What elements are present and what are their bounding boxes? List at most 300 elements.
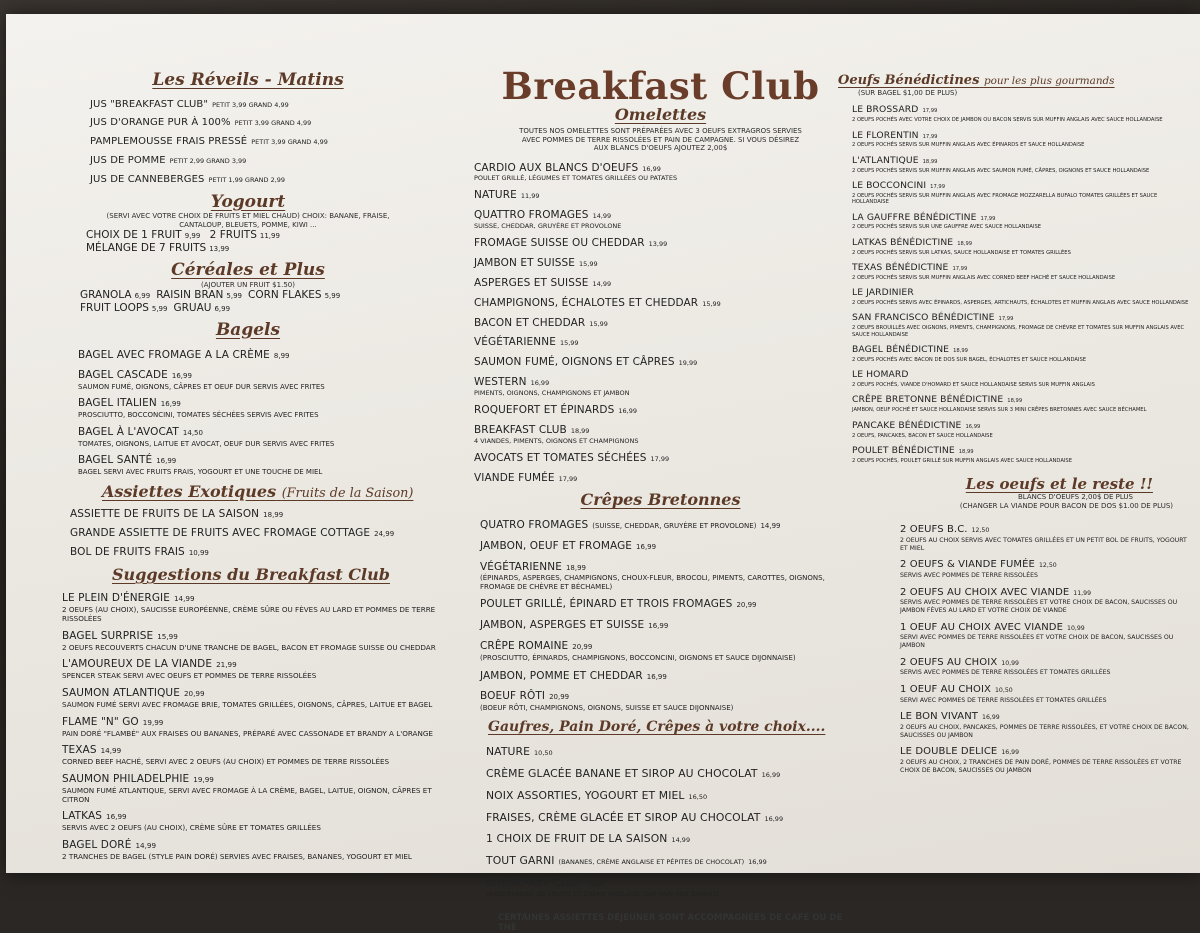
benedictines-item	[852, 149, 1193, 174]
suggestions-item-name: TEXAS	[62, 744, 97, 757]
bagels-item-desc: TOMATES, OIGNONS, LAITUE ET AVOCAT, OEUF DUR SERVIS AVEC FRITES	[78, 439, 335, 448]
benedictines-item-name: LATKAS BÉNÉDICTINE	[852, 236, 954, 248]
reveils-item-price: PETIT 3,99 GRAND 4,99	[212, 100, 289, 109]
benedictines-list	[838, 98, 1193, 464]
cereales-section	[58, 261, 438, 314]
oeufs-reste-item-name: 2 OEUFS AU CHOIX	[900, 656, 998, 668]
omelettes-item-name: BACON ET CHEDDAR	[474, 316, 586, 329]
omelettes-item	[474, 252, 853, 271]
omelettes-item-price: 11,99	[520, 192, 540, 201]
suggestions-item-name: LATKAS	[62, 810, 103, 823]
yogourt-2-fruits-price: 11,99	[259, 232, 280, 241]
omelettes-item-desc: SUISSE, CHEDDAR, GRUYÈRE ET PROVOLONE	[474, 222, 622, 231]
reveils-item-price: PETIT 3,99 GRAND 4,99	[234, 119, 312, 128]
bagels-item	[78, 392, 438, 419]
yogourt-2-fruits: 2 FRUITS	[209, 229, 257, 242]
left-column	[58, 14, 438, 863]
benedictines-item-name: POULET BÉNÉDICTINE	[852, 444, 955, 456]
suggestions-item-name: BAGEL SURPRISE	[62, 629, 154, 642]
gaufres-item-name: BREAKFAST CLUB	[486, 876, 582, 890]
omelettes-item-price: 16,99	[618, 406, 637, 415]
benedictines-item-price: 17,99	[952, 265, 968, 272]
gaufres-item-name: CRÈME GLACÉE BANANE ET SIROP AU CHOCOLAT	[486, 766, 758, 780]
benedictines-item-desc: 2 OEUFS POCHÉS AVEC VOTRE CHOIX DE JAMBON OU BACON SERVIS SUR MUFFIN ANGLAIS AVEC SAUCE HOLLANDAISE	[852, 117, 1163, 124]
omelettes-item	[474, 272, 853, 291]
suggestions-item-name: LE PLEIN D'ÉNERGIE	[62, 592, 170, 605]
suggestions-title: Suggestions du Breakfast Club	[112, 564, 390, 584]
omelettes-item	[474, 351, 853, 370]
assiettes-item	[70, 503, 438, 522]
yogourt-7-fruits: MÉLANGE DE 7 FRUITS	[86, 241, 207, 254]
benedictines-item-price: 18,99	[953, 347, 968, 354]
omelettes-item-name: NATURE	[474, 189, 517, 202]
gaufres-title: Gaufres, Pain Doré, Crêpes à votre choix....	[488, 718, 826, 735]
benedictines-item-desc: 2 OEUFS POCHÉS SERVIS SUR LATKAS, SAUCE HOLLANDAISE ET TOMATES GRILLÉES	[852, 249, 1071, 256]
cereal-name: CORN FLAKES	[248, 289, 322, 302]
benedictines-title-note: pour les plus gourmands	[983, 75, 1115, 87]
suggestions-section	[58, 566, 438, 862]
suggestions-item-desc: CORNED BEEF HACHÉ, SERVI AVEC 2 OEUFS (AU CHOIX) ET POMMES DE TERRE RISSOLÉES	[62, 757, 390, 767]
omelettes-item	[474, 447, 853, 466]
omelettes-note: TOUTES NOS OMELETTES SONT PRÉPARÉES AVEC 3 OEUFS EXTRAGROS SERVIES AVEC POMMES DE TERRE RISSOLÉES ET PAIN DE CAMPAGNE. SI VOUS DÉSIREZ AUX BLANCS D'OEUFS AJOUTEZ 2,00$	[519, 127, 802, 153]
menu-sheet	[6, 14, 1200, 933]
suggestions-item	[62, 682, 438, 710]
omelettes-item-name: WESTERN	[474, 376, 527, 389]
oeufs-reste-item-desc: SERVIS AVEC POMMES DE TERRE RISSOLÉES ET TOMATES GRILLÉES	[900, 669, 1111, 677]
benedictines-item	[852, 338, 1193, 363]
suggestions-item-desc: PAIN DORÉ "FLAMBÉ" AUX FRAISES OU BANANES, PRÉPARÉ AVEC CASSONADE ET BRANDY A L'ORANGE	[62, 728, 433, 738]
bagels-item-price: 16,99	[156, 457, 177, 466]
omelettes-item-name: AVOCATS ET TOMATES SÉCHÉES	[474, 451, 647, 464]
benedictines-item-price: 17,99	[922, 108, 938, 115]
reveils-item	[90, 93, 438, 112]
benedictines-title	[838, 74, 1193, 89]
omelettes-item-price: 15,99	[589, 319, 608, 328]
omelettes-item-price: 18,99	[570, 426, 590, 435]
gaufres-item-name: 1 CHOIX DE FRUIT DE LA SAISON	[486, 832, 668, 846]
suggestions-item-name: FLAME "N" GO	[62, 715, 139, 728]
bagels-item-name: BAGEL À L'AVOCAT	[78, 425, 179, 438]
bagels-item-desc: SAUMON FUMÉ, OIGNONS, CÂPRES ET OEUF DUR SERVIS AVEC FRITES	[78, 382, 325, 391]
benedictines-item-price: 17,99	[998, 316, 1014, 323]
omelettes-item-price: 16,99	[642, 164, 661, 173]
assiettes-item-price: 10,99	[188, 549, 209, 558]
assiettes-section	[58, 483, 438, 560]
reveils-item-price: PETIT 2,99 GRAND 3,99	[169, 157, 247, 166]
oeufs-reste-item-desc: SERVIS AVEC POMMES DE TERRE RISSOLÉES	[900, 571, 1038, 579]
omelettes-item-name: JAMBON ET SUISSE	[474, 256, 576, 269]
crepes-item-desc: (BOEUF RÔTI, CHAMPIGNONS, OIGNONS, SUISSE ET SAUCE DIJONNAISE)	[480, 704, 734, 713]
gaufres-item-price: 16,50	[688, 792, 708, 801]
crepes-item	[480, 535, 853, 554]
oeufs-reste-item-name: LE DOUBLE DELICE	[900, 746, 998, 758]
omelettes-item	[474, 399, 853, 418]
cereal-name: FRUIT LOOPS	[80, 301, 149, 314]
gaufres-item	[486, 763, 853, 782]
suggestions-item	[62, 625, 438, 653]
crepes-item	[480, 514, 853, 533]
yogourt-line-1	[58, 229, 438, 242]
bagels-item	[78, 344, 438, 363]
reveils-item-name: PAMPLEMOUSSE FRAIS PRESSÉ	[90, 136, 248, 148]
crepes-item-name: POULET GRILLÉ, ÉPINARD ET TROIS FROMAGES	[480, 598, 733, 611]
crepes-item-price: 16,99	[636, 542, 657, 551]
omelettes-item	[474, 204, 853, 231]
gaufres-item-name: FRAISES, CRÈME GLACÉE ET SIROP AU CHOCOLAT	[486, 810, 761, 824]
reveils-item	[90, 111, 438, 130]
omelettes-item	[474, 419, 853, 446]
yogourt-1-fruit-price: 9,99	[184, 232, 201, 241]
gaufres-item-name: NATURE	[486, 744, 531, 758]
crepes-item-price: 16,99	[646, 672, 667, 681]
suggestions-item-desc: SAUMON FUMÉ SERVI AVEC FROMAGE BRIE, TOMATES GRILLÉES, OIGNONS, CÂPRES, LAITUE ET BAGEL	[62, 699, 433, 709]
benedictines-item-name: LE HOMARD	[852, 369, 909, 381]
omelettes-list	[468, 157, 853, 486]
benedictines-item-desc: 2 OEUFS POCHÉS SERVIS AVEC ÉPINARDS, ASPERGES, ARTICHAUTS, ÉCHALOTES ET MUFFIN ANGLAIS AVEC SAUCE HOLLANDAISE	[852, 300, 1189, 307]
oeufs-reste-item-price: 10,99	[1001, 659, 1019, 667]
oeufs-reste-note-1: BLANCS D'OEUFS 2,00$ DE PLUS	[1017, 493, 1133, 502]
gaufres-item-price: 16,99	[748, 858, 767, 867]
bagels-item-desc: PROSCIUTTO, BOCCONCINI, TOMATES SÉCHÉES SERVIS AVEC FRITES	[78, 411, 319, 420]
crepes-item-name: QUATRO FROMAGES	[480, 518, 589, 531]
benedictines-item	[852, 98, 1193, 123]
omelettes-item-price: 15,99	[579, 259, 598, 268]
crepes-item-price: 20,99	[549, 693, 570, 702]
bagels-item	[78, 421, 438, 448]
suggestions-item-price: 14,99	[100, 746, 122, 756]
cereales-row-1	[58, 289, 438, 302]
assiettes-item-name: GRANDE ASSIETTE DE FRUITS AVEC FROMAGE COTTAGE	[70, 527, 371, 540]
oeufs-reste-item-name: 2 OEUFS AU CHOIX AVEC VIANDE	[900, 586, 1070, 598]
crepes-item-price: 20,99	[736, 601, 757, 610]
bagels-item-name: BAGEL CASCADE	[78, 368, 168, 381]
cereal-price: 5,99	[151, 304, 168, 313]
gaufres-item-detail: (BANANES, CRÈME ANGLAISE ET PÉPITES DE CHOCOLAT)	[558, 858, 745, 867]
suggestions-item-desc: SAUMON FUMÉ ATLANTIQUE, SERVI AVEC FROMAGE À LA CRÈME, BAGEL, LAITUE, OIGNON, CÂPRES ET CITRON	[62, 785, 432, 804]
bagels-item-name: BAGEL SANTÉ	[78, 454, 153, 467]
benedictines-item-desc: 2 OEUFS, PANCAKES, BACON ET SAUCE HOLLANDAISE	[852, 432, 993, 439]
omelettes-item-name: ROQUEFORT ET ÉPINARDS	[474, 403, 615, 416]
omelettes-item-price: 17,99	[650, 454, 670, 463]
suggestions-item-desc: 2 TRANCHES DE BAGEL (STYLE PAIN DORÉ) SERVIES AVEC FRAISES, BANANES, YOGOURT ET MIEL	[62, 852, 412, 862]
cereal-price: 6,99	[134, 292, 151, 301]
benedictines-item-price: 18,99	[957, 240, 973, 247]
oeufs-reste-item	[900, 705, 1193, 739]
benedictines-item-desc: 2 OEUFS POCHÉS, POULET GRILLÉ SUR MUFFIN ANGLAIS AVEC SAUCE HOLLANDAISE	[852, 457, 1072, 464]
benedictines-item-desc: 2 OEUFS POCHÉS AVEC BACON DE DOS SUR BAGEL, ÉCHALOTES ET SAUCE HOLLANDAISE	[852, 356, 1087, 363]
crepes-item	[480, 665, 853, 684]
benedictines-note: (SUR BAGEL $1,00 DE PLUS)	[858, 88, 958, 97]
oeufs-reste-item-price: 10,50	[995, 686, 1013, 694]
yogourt-section	[58, 193, 438, 255]
gaufres-item	[486, 741, 853, 760]
gaufres-item-price: 14,99	[671, 836, 691, 845]
assiettes-title-text: Assiettes Exotiques	[102, 481, 277, 501]
benedictines-item-name: LE BROSSARD	[852, 104, 919, 116]
suggestions-item-price: 19,99	[193, 775, 214, 785]
benedictines-title-text: Oeufs Bénédictines	[838, 73, 980, 88]
benedictines-item-name: TEXAS BÉNÉDICTINE	[852, 261, 949, 273]
assiettes-item-name: ASSIETTE DE FRUITS DE LA SAISON	[70, 508, 260, 521]
benedictines-item-name: LA GAUFFRE BÉNÉDICTINE	[852, 211, 977, 223]
benedictines-item-price: 18,99	[1007, 398, 1023, 405]
benedictines-item	[852, 281, 1193, 306]
crepes-item-price: 16,99	[648, 622, 669, 631]
crepes-title: Crêpes Bretonnes	[580, 490, 741, 510]
benedictines-item-name: SAN FRANCISCO BÉNÉDICTINE	[852, 312, 995, 324]
suggestions-item-name: SAUMON PHILADELPHIE	[62, 773, 190, 786]
benedictines-item-price: 18,99	[958, 448, 974, 455]
oeufs-reste-item	[900, 740, 1193, 774]
omelettes-item-name: ASPERGES ET SUISSE	[474, 276, 589, 289]
omelettes-item	[474, 292, 853, 311]
benedictines-item-name: LE BOCCONCINI	[852, 179, 927, 191]
assiettes-item	[70, 541, 438, 560]
reveils-item	[90, 149, 438, 168]
oeufs-reste-item	[900, 518, 1193, 552]
oeufs-reste-item-name: 1 OEUF AU CHOIX AVEC VIANDE	[900, 621, 1064, 633]
omelettes-item-desc: POULET GRILLÉ, LÉGUMES ET TOMATES GRILLÉES OU PATATES	[474, 174, 678, 183]
gaufres-item-price: 16,99	[585, 880, 605, 889]
crepes-item-name: CRÊPE ROMAINE	[480, 640, 569, 653]
yogourt-line-2	[58, 242, 438, 255]
omelettes-item-price: 19,99	[678, 359, 698, 368]
omelettes-item-name: CARDIO AUX BLANCS D'OEUFS	[474, 161, 639, 174]
omelettes-item-name: VIANDE FUMÉE	[474, 471, 555, 484]
oeufs-reste-item-desc: 2 OEUFS AU CHOIX, PANCAKES, POMMES DE TERRE RISSOLÉES, ET VOTRE CHOIX DE BACON, SAUCISSES OU JAMBON	[900, 724, 1189, 739]
oeufs-reste-item-price: 16,99	[982, 714, 1000, 722]
oeufs-reste-item-price: 11,99	[1073, 589, 1092, 597]
suggestions-item-price: 20,99	[183, 689, 205, 699]
benedictines-item-name: CRÊPE BRETONNE BÉNÉDICTINE	[852, 394, 1004, 406]
benedictines-item-name: PANCAKE BÉNÉDICTINE	[852, 419, 962, 431]
assiettes-item-price: 18,99	[263, 511, 284, 520]
omelettes-item	[474, 312, 853, 331]
omelettes-item	[474, 467, 853, 486]
assiettes-item	[70, 522, 438, 541]
oeufs-reste-item-desc: SERVI AVEC POMMES DE TERRE RISSOLÉES ET VOTRE CHOIX DE BACON, SAUCISSES OU JAMBON	[900, 634, 1174, 649]
cereal-price: 6,99	[214, 304, 231, 313]
omelettes-item-name: CHAMPIGNONS, ÉCHALOTES ET CHEDDAR	[474, 296, 699, 309]
reveils-item-price: PETIT 3,99 GRAND 4,99	[251, 138, 328, 147]
reveils-item	[90, 130, 438, 149]
oeufs-reste-item-name: 1 OEUF AU CHOIX	[900, 683, 991, 695]
suggestions-item-desc: 2 OEUFS (AU CHOIX), SAUCISSE EUROPÉENNE, CRÈME SÛRE OU FÈVES AU LARD ET POMMES DE TERRE RISSOLÉES	[62, 605, 436, 623]
yogourt-7-fruits-price: 13,99	[209, 244, 230, 253]
gaufres-item	[486, 850, 853, 869]
suggestions-item-price: 21,99	[216, 660, 237, 670]
bagels-item-name: BAGEL AVEC FROMAGE A LA CRÈME	[78, 349, 270, 362]
benedictines-item-name: LE FLORENTIN	[852, 129, 919, 141]
omelettes-item-name: BREAKFAST CLUB	[474, 423, 567, 436]
benedictines-item	[852, 231, 1193, 256]
crepes-item-desc: (ÉPINARDS, ASPERGES, CHAMPIGNONS, CHOUX-FLEUR, BROCOLI, PIMENTS, CAROTTES, OIGNONS, FROMAGE DE CHÈVRE ET BÉCHAMEL)	[480, 574, 825, 591]
oeufs-reste-title: Les oeufs et le reste !!	[965, 475, 1153, 494]
omelettes-item-price: 14,99	[592, 212, 612, 221]
benedictines-item-desc: 2 OEUFS POCHÉS SERVIS SUR MUFFIN ANGLAIS AVEC CORNED BEEF HACHÉ ET SAUCE HOLLANDAISE	[852, 274, 1116, 281]
reveils-section	[58, 14, 438, 187]
omelettes-item-desc: PIMENTS, OIGNONS, CHAMPIGNONS ET JAMBON	[474, 389, 630, 398]
benedictines-item-desc: 2 OEUFS POCHÉS SERVIS SUR MUFFIN ANGLAIS AVEC ÉPINARDS ET SAUCE HOLLANDAISE	[852, 142, 1085, 149]
crepes-item	[480, 556, 853, 592]
cereal-price: 5,99	[226, 292, 242, 301]
gaufres-item	[486, 872, 853, 899]
benedictines-item-desc: 2 OEUFS POCHÉS, VIANDE D'HOMARD ET SAUCE HOLLANDAISE SERVIS SUR MUFFIN ANGLAIS	[852, 382, 1095, 389]
oeufs-reste-item	[900, 678, 1193, 704]
middle-column	[468, 14, 853, 933]
suggestions-item-name: L'AMOUREUX DE LA VIANDE	[62, 658, 213, 671]
reveils-item-name: JUS "BREAKFAST CLUB"	[90, 98, 209, 110]
crepes-section	[468, 491, 853, 713]
benedictines-item	[852, 306, 1193, 338]
reveils-item-name: JUS DE CANNEBERGES	[90, 174, 205, 186]
omelettes-item	[474, 331, 853, 350]
cereal-name: GRUAU	[173, 301, 212, 314]
reveils-item	[90, 168, 438, 187]
bagels-item-price: 14,50	[182, 428, 203, 437]
gaufres-item	[486, 785, 853, 804]
cereal-name: GRANOLA	[80, 289, 132, 302]
suggestions-item	[62, 805, 438, 833]
omelettes-item-price: 14,99	[592, 279, 612, 288]
benedictines-item-name: L'ATLANTIQUE	[852, 154, 919, 166]
crepes-item	[480, 593, 853, 612]
crepes-item-name: VÉGÉTARIENNE	[480, 560, 562, 573]
suggestions-item-desc: SERVIS AVEC 2 OEUFS (AU CHOIX), CRÈME SÛRE ET TOMATES GRILLÉES	[62, 823, 321, 833]
benedictines-item-desc: 2 OEUFS POCHÉS SERVIS SUR MUFFIN ANGLAIS AVEC FROMAGE MOZZARELLA BUFALO TOMATES GRILLÉES ET SAUCE HOLLANDAISE	[852, 192, 1158, 206]
benedictines-section	[838, 14, 1193, 464]
omelettes-item-name: QUATTRO FROMAGES	[474, 209, 589, 222]
assiettes-title	[58, 483, 438, 502]
benedictines-item-price: 17,99	[922, 133, 938, 140]
crepes-item-price: 18,99	[565, 563, 586, 572]
omelettes-title: Omelettes	[614, 105, 707, 124]
bagels-item-price: 8,99	[273, 352, 290, 361]
reveils-item-price: PETIT 1,99 GRAND 2,99	[208, 176, 286, 185]
suggestions-item	[62, 711, 438, 739]
omelettes-item-price: 17,99	[558, 474, 578, 483]
benedictines-item-desc: 2 OEUFS POCHÉS SERVIS SUR MUFFIN ANGLAIS AVEC SAUMON FUMÉ, CÂPRES, OIGNONS ET SAUCE HOLLANDAISE	[852, 167, 1150, 174]
yogourt-1-fruit: CHOIX DE 1 FRUIT	[86, 229, 182, 242]
oeufs-reste-item	[900, 553, 1193, 579]
suggestions-item-price: 16,99	[106, 812, 127, 822]
benedictines-item-price: 18,99	[922, 158, 938, 165]
oeufs-reste-item-desc: SERVI AVEC POMMES DE TERRE RISSOLÉES ET TOMATES GRILLÉES	[900, 696, 1107, 704]
suggestions-item-desc: 2 OEUFS RECOUVERTS CHACUN D'UNE TRANCHE DE BAGEL, BACON ET FROMAGE SUISSE OU CHEDDAR	[62, 642, 436, 652]
suggestions-item-desc: SPENCER STEAK SERVI AVEC OEUFS ET POMMES DE TERRE RISSOLÉES	[62, 671, 317, 681]
gaufres-item-name: TOUT GARNI	[486, 854, 555, 868]
omelettes-item-name: SAUMON FUMÉ, OIGNONS ET CÂPRES	[474, 356, 675, 369]
crepes-item-price: 20,99	[572, 643, 593, 652]
crepes-item-name: JAMBON, OEUF ET FROMAGE	[480, 539, 633, 552]
oeufs-reste-note-2: (CHANGER LA VIANDE POUR BACON DE DOS $1.00 DE PLUS)	[959, 501, 1173, 510]
crepes-item	[480, 685, 853, 712]
suggestions-item	[62, 653, 438, 681]
reveils-list	[58, 93, 438, 187]
bagels-item	[78, 364, 438, 391]
crepes-item-name: BOEUF RÔTI	[480, 690, 546, 703]
benedictines-item-desc: JAMBON, OEUF POCHÉ ET SAUCE HOLLANDAISE SERVIS SUR 3 MINI CRÊPES BRETONNES AVEC SAUCE BÉCHAMEL	[852, 407, 1147, 414]
benedictines-item-desc: 2 OEUFS POCHÉS SERVIS SUR UNE GAUFFRE AVEC SAUCE HOLLANDAISE	[852, 224, 1042, 231]
crepes-item-name: JAMBON, ASPERGES ET SUISSE	[480, 619, 645, 632]
bagels-item-desc: BAGEL SERVI AVEC FRUITS FRAIS, YOGOURT ET UNE TOUCHE DE MIEL	[78, 468, 323, 477]
assiettes-list	[58, 503, 438, 560]
oeufs-reste-section	[838, 476, 1193, 774]
suggestions-item-name: BAGEL DORÉ	[62, 839, 132, 852]
gaufres-item	[486, 828, 853, 847]
suggestions-item-price: 19,99	[142, 717, 164, 727]
bagels-item-price: 16,99	[171, 371, 192, 380]
suggestions-item-price: 15,99	[157, 631, 178, 641]
gaufres-item-price: 16,99	[761, 770, 781, 779]
suggestions-item	[62, 739, 438, 767]
omelettes-item	[474, 184, 853, 203]
gaufres-item	[486, 807, 853, 826]
cereales-note: (AJOUTER UN FRUIT $1.50)	[201, 280, 295, 289]
crepes-item-desc: (PROSCIUTTO, ÉPINARDS, CHAMPIGNONS, BOCCONCINI, OIGNONS ET SAUCE DIJONNAISE)	[480, 654, 796, 663]
assiettes-item-price: 24,99	[374, 530, 395, 539]
omelettes-item-price: 15,99	[702, 299, 721, 308]
restaurant-title: Breakfast Club	[501, 64, 820, 108]
suggestions-item	[62, 768, 438, 804]
suggestions-item-price: 14,99	[135, 841, 157, 851]
crepes-item-price: 14,99	[760, 521, 781, 530]
gaufres-item-desc: (ASSORTIMENT DE FRUITS ET CRÈME ANGLAISE SUR PAIN AUX RAISINS)	[486, 890, 720, 899]
oeufs-reste-item-price: 12,50	[971, 527, 990, 535]
oeufs-reste-item-name: 2 OEUFS & VIANDE FUMÉE	[900, 559, 1035, 571]
gaufres-item-price: 16,99	[764, 814, 784, 823]
bagels-list	[58, 344, 438, 477]
bagels-item-name: BAGEL ITALIEN	[78, 397, 157, 410]
omelettes-item	[474, 371, 853, 398]
oeufs-reste-item-desc: SERVIS AVEC POMMES DE TERRE RISSOLÉES ET VOTRE CHOIX DE BACON, SAUCISSES OU JAMBON FÈVES AU LARD ET VOTRE CHOIX DE VIANDE	[900, 599, 1178, 614]
oeufs-reste-item	[900, 581, 1193, 615]
oeufs-reste-item-price: 12,50	[1038, 562, 1057, 570]
bagels-item-price: 16,99	[160, 400, 181, 409]
cereales-title: Céréales et Plus	[171, 260, 325, 281]
gaufres-item-price: 10,50	[534, 748, 553, 757]
benedictines-item-price: 17,99	[980, 215, 996, 222]
gaufres-section	[468, 719, 853, 933]
benedictines-item-name: LE JARDINIER	[852, 287, 914, 299]
benedictines-item	[852, 363, 1193, 388]
bagels-section	[58, 321, 438, 477]
crepes-item-detail: (SUISSE, CHEDDAR, GRUYÈRE ET PROVOLONE)	[592, 521, 757, 530]
benedictines-item	[852, 388, 1193, 413]
bagels-title: Bagels	[215, 319, 281, 340]
reveils-item-name: JUS D'ORANGE PUR À 100%	[90, 117, 231, 129]
benedictines-item-price: 16,99	[965, 423, 981, 430]
reveils-item-name: JUS DE POMME	[90, 155, 166, 167]
benedictines-item	[852, 256, 1193, 281]
cereales-row-2	[58, 302, 438, 315]
omelettes-item-price: 16,99	[530, 379, 550, 388]
gaufres-footnote: CERTAINES ASSIETTES DÉJEUNER SONT ACCOMPAGNÉES DE CAFÉ OU DE THÉ	[498, 913, 843, 933]
bagels-item	[78, 449, 438, 476]
oeufs-reste-item-name: 2 OEUFS B.C.	[900, 524, 968, 536]
benedictines-item-name: BAGEL BÉNÉDICTINE	[852, 343, 950, 355]
gaufres-item-name: NOIX ASSORTIES, YOGOURT ET MIEL	[486, 788, 685, 802]
oeufs-reste-item-name: LE BON VIVANT	[900, 711, 979, 723]
omelettes-item-desc: 4 VIANDES, PIMENTS, OIGNONS ET CHAMPIGNONS	[474, 436, 639, 445]
omelettes-item-name: VÉGÉTARIENNE	[474, 336, 556, 349]
omelettes-item-name: FROMAGE SUISSE OU CHEDDAR	[474, 237, 645, 250]
assiettes-title-note: (Fruits de la Saison)	[281, 485, 414, 501]
oeufs-reste-item-price: 10,99	[1067, 624, 1085, 632]
cereal-price: 5,99	[324, 292, 341, 301]
benedictines-item	[852, 206, 1193, 231]
benedictines-item	[852, 174, 1193, 206]
